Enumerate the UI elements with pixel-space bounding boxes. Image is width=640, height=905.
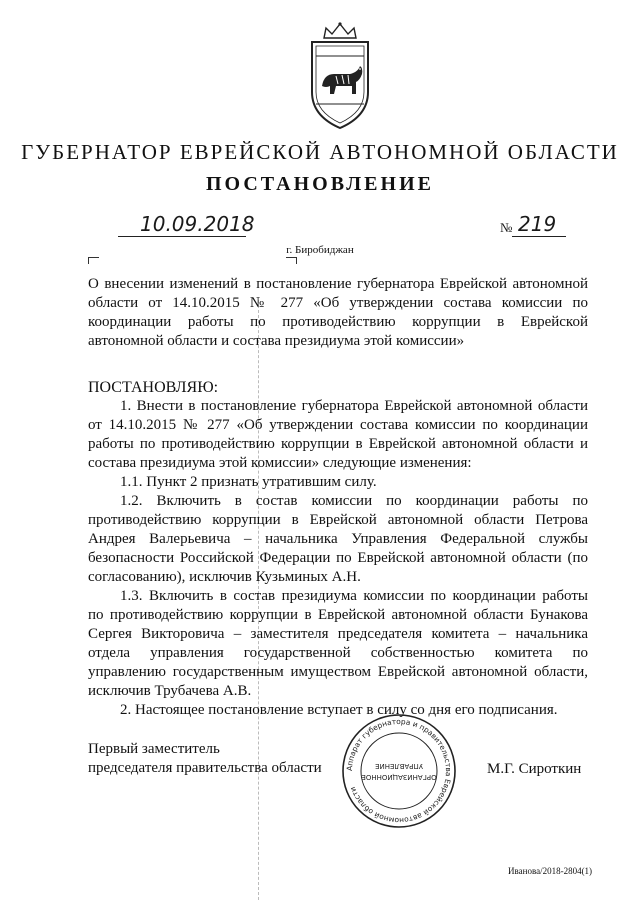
seal-inner-line: ОРГАНИЗАЦИОННОЕ [361, 773, 437, 781]
date-underline [118, 236, 246, 237]
body-line: по противодействию коррупции в Еврейской автономной области Бунакова [88, 607, 588, 623]
document-subject [88, 275, 588, 351]
footer-reference: Иванова/2018-2804(1) [508, 866, 593, 876]
subject-corner-right [286, 257, 297, 264]
body-line: 2. Настоящее постановление вступает в силу со дня его подписания. [120, 702, 558, 718]
subject-corner-left [88, 257, 99, 264]
authority-heading: ГУБЕРНАТОР ЕВРЕЙСКОЙ АВТОНОМНОЙ ОБЛАСТИ [21, 140, 619, 164]
city-label: г. Биробиджан [286, 244, 354, 256]
subject-line: области от 14.10.2015 № 277 «Об утверждении состава комиссии по [88, 295, 588, 311]
body-line: от 14.10.2015 № 277 «Об утверждении состава комиссии по координации [88, 417, 588, 433]
body-line: работы по противодействию коррупции в Еврейской автономной области и [88, 436, 588, 452]
document-body [88, 397, 588, 720]
signatory-position [88, 740, 322, 778]
body-line: состава президиума этой комиссии» следующие изменения: [88, 455, 472, 471]
official-seal-stamp [340, 712, 458, 830]
document-date: 10.09.2018 [140, 212, 255, 236]
signatory-name: М.Г. Сироткин [487, 761, 582, 777]
body-line: согласованию), исключив Кузьминых А.Н. [88, 569, 361, 585]
number-prefix: № [500, 220, 513, 235]
body-line: 1. Внести в постановление губернатора Еврейской автономной области [120, 398, 588, 414]
position-line: Первый заместитель [88, 741, 220, 757]
position-line: председателя правительства области [88, 760, 322, 776]
subject-line: О внесении изменений в постановление губернатора Еврейской автономной [88, 276, 588, 292]
body-line: отдела управления государственной собственностью комитета по [88, 645, 588, 661]
tiger-coat-of-arms-icon [300, 20, 380, 132]
document-type-title: ПОСТАНОВЛЕНИЕ [206, 173, 434, 195]
body-line: безопасности Российской Федерации по Еврейской автономной области (по [88, 550, 588, 566]
body-line: 1.3. Включить в состав президиума комиссии по координации работы [120, 588, 588, 604]
body-line: 1.1. Пункт 2 признать утратившим силу. [120, 474, 377, 490]
seal-outer-text: Аппарат губернатора и правительства Еврейской автономной области [344, 716, 454, 826]
subject-line: автономной области и состава президиума этой комиссии» [88, 333, 465, 349]
decree-word: ПОСТАНОВЛЯЮ: [88, 379, 219, 396]
document-number: 219 [518, 212, 557, 236]
body-line: 1.2. Включить в состав комиссии по координации работы по [120, 493, 588, 509]
body-line: исключив Трубачева А.В. [88, 683, 252, 699]
subject-line: координации работы по противодействию коррупции в Еврейской [88, 314, 588, 330]
body-line: Сергея Викторовича – заместителя председателя комитета – начальника [88, 626, 588, 642]
seal-inner-line: УПРАВЛЕНИЕ [375, 762, 423, 770]
body-line: управлению государственным имуществом Еврейской автономной области, [88, 664, 588, 680]
body-line: Андрея Валерьевича – начальника Управления Федеральной службы [88, 531, 588, 547]
number-underline [512, 236, 566, 237]
body-line: противодействию коррупции в Еврейской автономной области Петрова [88, 512, 588, 528]
